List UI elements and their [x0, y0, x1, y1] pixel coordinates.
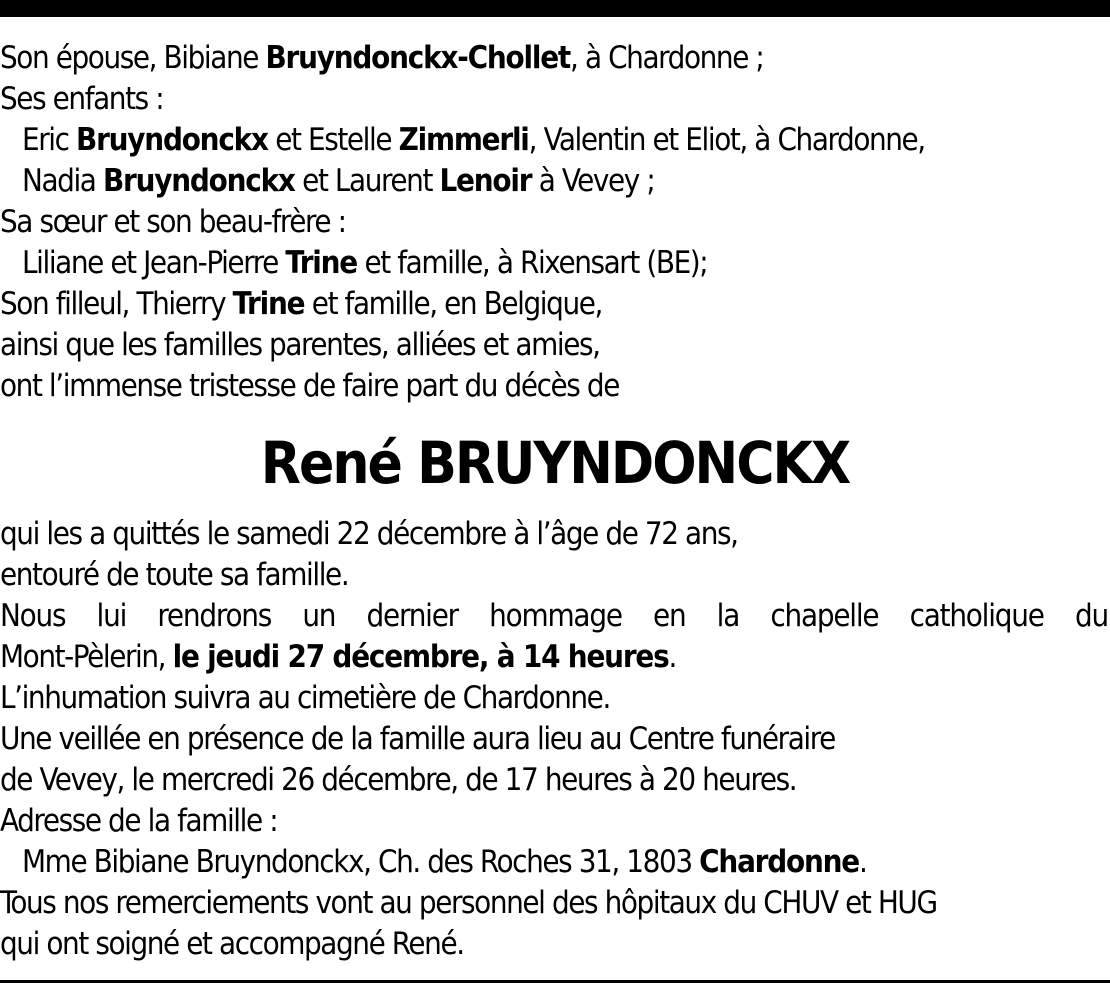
- spouse-line: Son épouse, Bibiane Bruyndonckx-Chollet, à Chardonne ;: [0, 40, 764, 76]
- child-line-2: Nadia Bruyndonckx et Laurent Lenoir à Vevey ;: [22, 163, 655, 199]
- child-line-1: Eric Bruyndonckx et Estelle Zimmerli, Valentin et Eliot, à Chardonne,: [22, 122, 925, 158]
- ceremony-word: lui: [96, 598, 127, 634]
- ceremony-word: hommage: [489, 598, 622, 634]
- vigil-line-2: de Vevey, le mercredi 26 décembre, de 17 heures à 20 heures.: [0, 762, 797, 798]
- ceremony-word: Nous: [0, 598, 66, 634]
- surrounded-line: entouré de toute sa famille.: [0, 557, 349, 593]
- ceremony-word: du: [1074, 598, 1108, 634]
- children-heading: Ses enfants :: [0, 81, 164, 117]
- ceremony-word: la: [716, 598, 740, 634]
- bottom-rule: [0, 980, 1110, 983]
- ceremony-word: rendrons: [157, 598, 272, 634]
- ceremony-word: chapelle: [770, 598, 879, 634]
- godson-line: Son filleul, Thierry Trine et famille, en Belgique,: [0, 286, 602, 322]
- ceremony-word: en: [653, 598, 686, 634]
- address-heading: Adresse de la famille :: [0, 803, 278, 839]
- ceremony-word: catholique: [909, 598, 1044, 634]
- sibling-line: Liliane et Jean-Pierre Trine et famille, à Rixensart (BE);: [22, 245, 708, 281]
- ceremony-line-2: Mont-Pèlerin, le jeudi 27 décembre, à 14 heures.: [0, 639, 676, 675]
- address-line: Mme Bibiane Bruyndonckx, Ch. des Roches 31, 1803 Chardonne.: [22, 844, 867, 880]
- deceased-name: René BRUYNDONCKX: [260, 429, 850, 497]
- ceremony-word: un: [302, 598, 336, 634]
- ceremony-line-1: [0, 596, 1108, 636]
- thanks-line-2: qui ont soigné et accompagné René.: [0, 926, 464, 962]
- thanks-line-1: Tous nos remerciements vont au personnel des hôpitaux du CHUV et HUG: [0, 885, 937, 921]
- top-bar: [0, 0, 1110, 17]
- vigil-line-1: Une veillée en présence de la famille aura lieu au Centre funéraire: [0, 721, 835, 757]
- announcement-line: ont l’immense tristesse de faire part du décès de: [0, 368, 619, 404]
- passing-line: qui les a quittés le samedi 22 décembre à l’âge de 72 ans,: [0, 516, 738, 552]
- sibling-heading: Sa sœur et son beau-frère :: [0, 204, 346, 240]
- relatives-line: ainsi que les familles parentes, alliées et amies,: [0, 327, 600, 363]
- ceremony-word: dernier: [366, 598, 458, 634]
- burial-line: L’inhumation suivra au cimetière de Chardonne.: [0, 680, 610, 716]
